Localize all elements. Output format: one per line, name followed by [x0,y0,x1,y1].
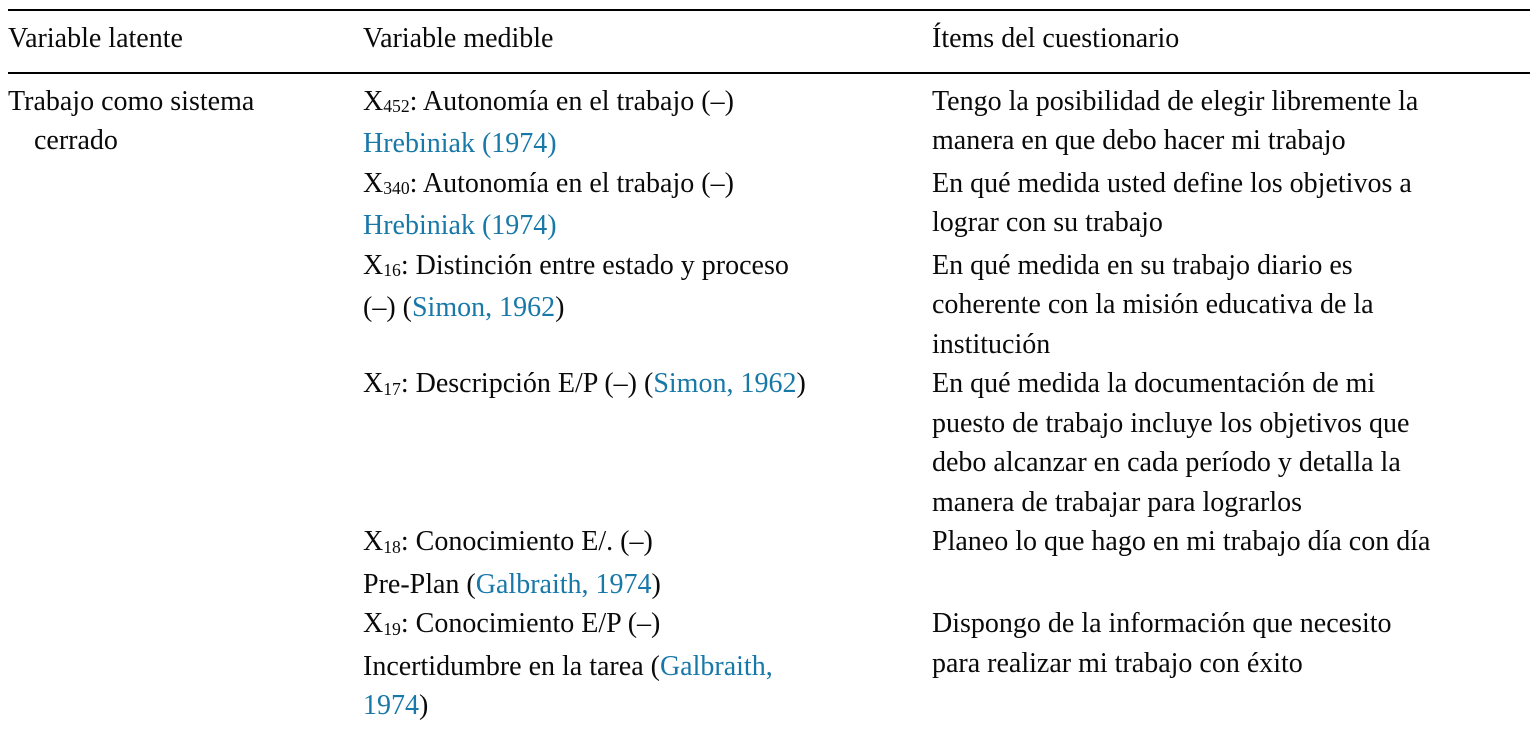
variable-subscript: 16 [383,260,401,281]
table-row [363,522,1530,604]
measurable-variable-text: Pre-Plan ( [363,568,476,600]
questionnaire-item-cell [932,164,1530,246]
variables-table [8,9,1530,736]
table-row [363,364,1530,522]
measurable-variable-line [363,686,908,726]
measurable-variable-text: X [363,526,384,557]
latent-variable-cell [8,82,363,726]
measurable-variable-line [363,604,908,647]
questionnaire-item-cell [932,604,1530,726]
measurable-variable-text: (–) ( [363,292,412,323]
variable-subscript: 17 [383,378,401,399]
measurable-variable-cell [363,164,932,246]
measurable-variable-text: : Autonomía en el trabajo (–) [409,167,734,199]
table-row [363,246,1530,365]
variable-subscript: 452 [383,96,410,117]
measurable-variable-text: X [363,608,384,639]
measurable-variable-line [363,206,908,246]
measurable-variable-text: X [363,167,384,199]
citation-link[interactable]: Simon, 1962 [411,292,556,323]
measurable-variable-text: ) [651,568,661,600]
measurable-variable-cell [363,82,932,164]
questionnaire-item-line: coherente con la misión educativa de la [932,289,1374,320]
measurable-variable-text: : Distinción entre estado y proceso [400,249,789,281]
measurable-variable-text: X [363,85,384,117]
table-row [363,604,1530,726]
latent-variable-line: cerrado [34,125,118,156]
measurable-variable-line [363,164,908,207]
questionnaire-item-line: institución [932,328,1051,360]
citation-link[interactable]: Galbraith, 1974 [475,568,652,600]
measurable-variable-cell [363,246,932,365]
questionnaire-item-line: puesto de trabajo incluye los objetivos que [932,407,1410,439]
variable-subscript: 18 [383,536,401,557]
questionnaire-item-line: para realizar mi trabajo con éxito [932,647,1303,679]
questionnaire-item-line: manera en que debo hacer mi trabajo [932,125,1346,156]
citation-link[interactable]: Simon, 1962 [653,368,797,399]
questionnaire-item-line: Tengo la posibilidad de elegir libremente la [932,85,1419,117]
citation-link[interactable]: Hrebiniak (1974) [363,128,557,159]
measurable-variable-text: ) [555,292,565,323]
column-header-latent-variable: Variable latente [8,23,183,54]
questionnaire-item-cell [932,364,1530,522]
measurable-variable-text: : Descripción E/P (–) ( [400,368,654,399]
measurable-variable-line [363,647,908,687]
body-rows [363,82,1530,726]
measurable-variable-line [363,522,908,565]
measurable-variable-line [363,246,908,289]
measurable-variable-text: : Conocimiento E/P (–) [400,608,661,639]
variable-subscript: 19 [383,618,401,639]
questionnaire-item-cell [932,522,1530,604]
measurable-variable-cell [363,522,932,604]
citation-link[interactable]: 1974 [363,690,419,721]
column-header-measurable-variable: Variable medible [363,23,554,54]
table-row [363,164,1530,246]
table-body [8,74,1530,736]
measurable-variable-line [363,565,908,605]
table-header-row [8,11,1530,72]
measurable-variable-text: Incertidumbre en la tarea ( [363,650,660,682]
measurable-variable-line [363,288,908,328]
measurable-variable-line [363,124,908,164]
column-header-questionnaire-items: Ítems del cuestionario [932,23,1180,54]
measurable-variable-text: : Autonomía en el trabajo (–) [409,85,734,117]
measurable-variable-text: ) [796,368,806,399]
measurable-variable-line [363,364,908,407]
table-row [363,82,1530,164]
questionnaire-item-line: Planeo lo que hago en mi trabajo día con día [932,526,1431,557]
questionnaire-item-line: lograr con su trabajo [932,207,1163,238]
measurable-variable-cell [363,364,932,522]
questionnaire-item-line: En qué medida usted define los objetivos a [932,167,1412,199]
variable-subscript: 340 [383,178,410,199]
questionnaire-item-line: Dispongo de la información que necesito [932,608,1392,639]
measurable-variable-text: X [363,249,384,281]
citation-link[interactable]: Galbraith, [659,650,773,682]
questionnaire-item-cell [932,246,1530,365]
questionnaire-item-line: debo alcanzar en cada período y detalla la [932,447,1401,478]
measurable-variable-line [363,82,908,125]
questionnaire-item-cell [932,82,1530,164]
questionnaire-item-line: manera de trabajar para lograrlos [932,486,1303,518]
questionnaire-item-line: En qué medida la documentación de mi [932,368,1376,399]
measurable-variable-text: ) [419,690,429,721]
citation-link[interactable]: Hrebiniak (1974) [363,210,557,241]
measurable-variable-text: : Conocimiento E/. (–) [400,526,653,557]
measurable-variable-text: X [363,368,384,399]
questionnaire-item-line: En qué medida en su trabajo diario es [932,249,1353,281]
latent-variable-line: Trabajo como sistema [8,85,255,117]
measurable-variable-cell [363,604,932,726]
